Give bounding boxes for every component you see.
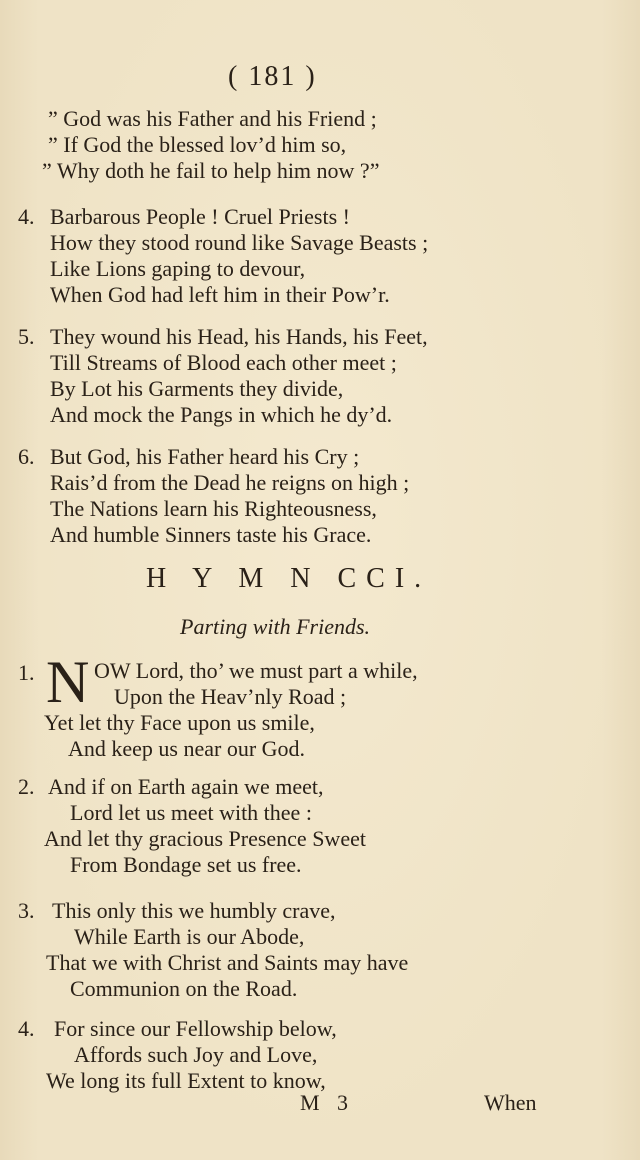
verse-line: We long its full Extent to know, [46,1068,326,1093]
verse-line: Like Lions gaping to devour, [50,256,306,281]
verse-line: And if on Earth again we meet, [48,774,324,799]
verse-line: Communion on the Road. [70,976,298,1001]
hymn-title: H Y M N CCI. [146,563,432,594]
verse-line: From Bondage set us free. [70,852,302,877]
verse-line: By Lot his Garments they divide, [50,376,344,401]
verse-line: But God, his Father heard his Cry ; [50,444,360,469]
page-number: ( 181 ) [228,61,317,92]
verse-line: Till Streams of Blood each other meet ; [50,350,397,375]
stanza-number: 5. [18,324,35,349]
verse-line: When God had left him in their Pow’r. [50,282,390,307]
verse-line: And keep us near our God. [68,736,306,761]
verse-line: They wound his Head, his Hands, his Feet, [50,324,428,349]
hymn-subtitle: Parting with Friends. [180,614,371,639]
verse-line: ” If God the blessed lov’d him so, [48,132,347,157]
stanza-number: 6. [18,444,35,469]
verse-line: And mock the Pangs in which he dy’d. [50,402,393,427]
stanza-number: 3. [18,898,35,923]
verse-line: OW Lord, tho’ we must part a while, [94,658,418,683]
verse-line: Affords such Joy and Love, [74,1042,318,1067]
verse-line: Upon the Heav’nly Road ; [114,684,347,709]
verse-line: And let thy gracious Presence Sweet [44,826,366,851]
verse-line: Rais’d from the Dead he reigns on high ; [50,470,410,495]
verse-line: ” God was his Father and his Friend ; [48,106,377,131]
verse-line: Yet let thy Face upon us smile, [44,710,315,735]
stanza-number: 4. [18,204,35,229]
verse-line: Barbarous People ! Cruel Priests ! [50,204,350,229]
verse-line: That we with Christ and Saints may have [46,950,409,975]
verse-line: While Earth is our Abode, [74,924,305,949]
verse-line: How they stood round like Savage Beasts ; [50,230,429,255]
stanza-number: 1. [18,660,35,685]
verse-line: And humble Sinners taste his Grace. [50,522,372,547]
stanza-number: 4. [18,1016,35,1041]
stanza-number: 2. [18,774,35,799]
catchword: When [484,1090,537,1115]
verse-line: Lord let us meet with thee : [70,800,312,825]
verse-line: ” Why doth he fail to help him now ?” [42,158,380,183]
verse-line: This only this we humbly crave, [52,898,336,923]
signature-mark: M 3 [300,1090,355,1115]
verse-line: For since our Fellowship below, [54,1016,337,1041]
verse-line: The Nations learn his Righteousness, [50,496,377,521]
drop-cap: N [46,649,90,715]
